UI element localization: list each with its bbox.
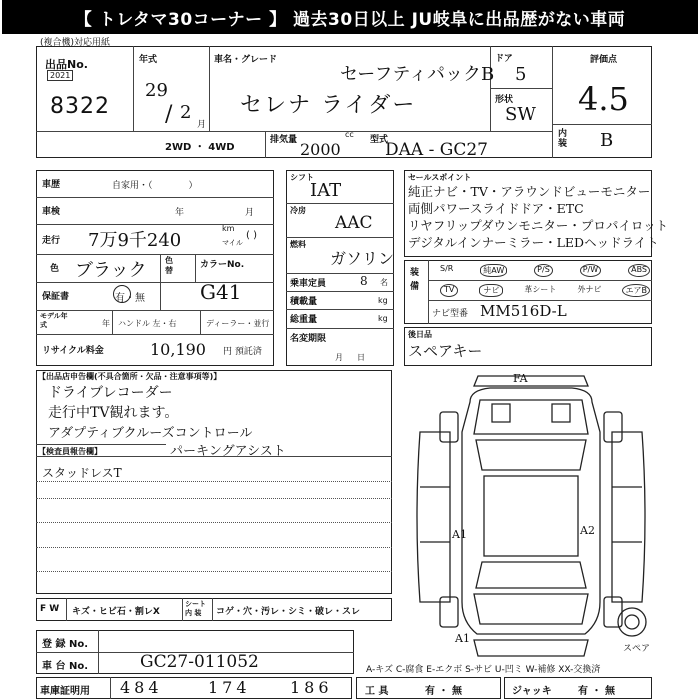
garage-cert-value-2: 174 xyxy=(208,678,251,697)
model-value: DAA - GC27 xyxy=(385,140,488,160)
sales-line-4: デジタルインナーミラー・LEDヘッドライト xyxy=(408,235,659,250)
fuel-label: 燃料 xyxy=(290,240,306,249)
recycle-unit: 円 預託済 xyxy=(223,347,262,357)
page-banner: 【 トレタマ30コーナー 】 過去30日以上 JU岐阜に出品歴がない車両 xyxy=(2,0,698,34)
mileage-label: 走行 xyxy=(42,236,61,246)
lot-year: 2021 xyxy=(47,70,73,81)
model-label: 型式 xyxy=(370,135,389,145)
mileage-unit-mile: マイル xyxy=(222,239,243,247)
warranty-label: 保証書 xyxy=(42,292,70,302)
drive-type: 2WD ・ 4WD xyxy=(165,142,235,153)
inspection-year-unit: 年 xyxy=(175,208,185,218)
note-line-3: アダプティブクルーズコントロール xyxy=(48,426,253,441)
inspector-label: 【検査員報告欄】 xyxy=(38,447,102,456)
year-slash: / xyxy=(165,102,173,127)
history-options: 自家用・（ ） xyxy=(112,181,198,191)
interior-value: B xyxy=(600,130,614,151)
sales-line-2: 両側パワースライドドア・ETC xyxy=(408,201,584,216)
year-label: 年式 xyxy=(139,55,158,65)
aftermarket-value: スペアキー xyxy=(408,342,483,360)
inspection-label: 車検 xyxy=(42,207,61,217)
load-unit: kg xyxy=(378,296,388,305)
fuel-value: ガソリン xyxy=(330,249,395,268)
registration-label: 登 録 No. xyxy=(42,639,89,650)
jack-options: 有 ・ 無 xyxy=(578,686,615,697)
tools-options: 有 ・ 無 xyxy=(425,686,462,697)
equip-alloy-wheels: 純AW xyxy=(480,264,507,277)
car-damage-diagram xyxy=(400,372,662,672)
capacity-unit: 名 xyxy=(380,278,388,287)
reg-change-label: 名変期限 xyxy=(290,334,327,344)
mileage-paren: ( ) xyxy=(246,230,257,241)
navi-model-label: ナビ型番 xyxy=(432,309,469,319)
lot-number: 8322 xyxy=(50,94,110,119)
history-label: 車歴 xyxy=(42,180,61,190)
fw-label: F W xyxy=(40,604,60,614)
equip-external-navi: 外ナビ xyxy=(577,285,602,294)
model-year-unit: 年 xyxy=(102,319,110,328)
displacement-unit: cc xyxy=(345,130,354,139)
recycle-label: リサイクル料金 xyxy=(42,346,104,356)
equipment-row-2 xyxy=(440,284,650,297)
note-line-1: ドライブレコーダー xyxy=(48,385,173,401)
inspector-note: スタッドレスT xyxy=(42,466,122,480)
ac-label: 冷房 xyxy=(290,206,306,215)
equip-tv: TV xyxy=(440,284,458,297)
diagram-mark-bottom: A1 xyxy=(455,632,470,645)
notes-label: 【出品店申告欄(不具合箇所・欠品・注意事項等)】 xyxy=(38,372,222,381)
equipment-row-1 xyxy=(440,264,650,277)
jack-label: ジャッキ xyxy=(512,686,552,697)
diagram-mark-right: A2 xyxy=(580,524,595,537)
tools-label: 工 具 xyxy=(365,686,389,697)
score-value: 4.5 xyxy=(578,80,629,118)
garage-cert-value-3: 186 xyxy=(290,678,333,697)
equipment-label: 装備 xyxy=(410,268,420,292)
displacement-label: 排気量 xyxy=(270,135,298,145)
dealer-options: ディーラー・並行 xyxy=(206,319,270,328)
form-type-note: (複合機)対応用紙 xyxy=(40,38,111,48)
color-code-value: G41 xyxy=(200,280,242,304)
equip-leather-seats: 革シート xyxy=(524,285,557,294)
equip-airbag: エアB xyxy=(622,284,650,297)
car-name-value: セレナ ライダー xyxy=(240,93,417,118)
model-year-label: モデル年式 xyxy=(40,312,68,329)
diagram-mark-top: FA xyxy=(513,372,528,385)
doors-value: 5 xyxy=(515,64,527,85)
equip-sunroof: S/R xyxy=(440,264,454,273)
month-value: 2 xyxy=(180,102,192,123)
color-code-label: カラーNo. xyxy=(200,260,245,270)
fw-description: キズ・ヒビ石・割レX xyxy=(72,607,160,617)
sales-points-label: セールスポイント xyxy=(408,173,472,182)
equip-navi: ナビ xyxy=(479,284,503,297)
ac-value: AAC xyxy=(335,213,373,233)
capacity-label: 乗車定員 xyxy=(290,279,327,289)
equip-power-windows: P/W xyxy=(580,264,601,277)
seat-label: シート内 装 xyxy=(185,600,206,617)
load-label: 積載量 xyxy=(290,297,318,307)
sales-line-3: リヤフリップダウンモニター・プロパイロット xyxy=(408,218,669,233)
month-unit: 月 xyxy=(197,120,207,130)
score-label: 評価点 xyxy=(590,55,618,65)
mileage-value: 7万9千240 xyxy=(88,230,182,251)
seat-description: コゲ・穴・汚レ・シミ・破レ・スレ xyxy=(216,607,361,617)
sales-line-1: 純正ナビ・TV・アラウンドビューモニター xyxy=(408,184,651,199)
note-line-2: 走行中TV観れます。 xyxy=(48,405,179,421)
inspection-month-unit: 月 xyxy=(245,208,255,218)
reg-change-unit: 月日 xyxy=(335,353,379,362)
weight-unit: kg xyxy=(378,314,388,323)
grade-value: セーフティパックB xyxy=(340,64,495,85)
shift-value: IAT xyxy=(310,180,342,201)
garage-cert-label: 車庫証明用 xyxy=(40,686,90,697)
color-value: ブラック xyxy=(75,260,147,281)
lot-label: 出品No. xyxy=(45,58,88,71)
color-label: 色 xyxy=(50,264,60,274)
mileage-unit-km: km xyxy=(222,224,235,233)
garage-cert-value-1: 484 xyxy=(120,678,163,697)
displacement-value: 2000 xyxy=(300,140,341,159)
equip-power-steering: P/S xyxy=(534,264,553,277)
doors-label: ドア xyxy=(495,54,513,64)
note-line-4: パーキングアシスト xyxy=(170,444,286,459)
name-label: 車名・グレード xyxy=(214,55,278,65)
shift-label: シフト xyxy=(290,173,314,182)
body-shape-value: SW xyxy=(505,104,536,125)
chassis-value: GC27-011052 xyxy=(140,652,259,672)
equip-abs: ABS xyxy=(628,264,650,277)
color-change-label: 色替 xyxy=(165,256,173,275)
warranty-circled xyxy=(113,285,131,303)
spare-tire-label: スペア xyxy=(623,644,651,654)
era-year-value: 29 xyxy=(145,80,168,101)
recycle-value: 10,190 xyxy=(150,340,206,359)
body-shape-label: 形状 xyxy=(495,95,514,105)
weight-label: 総重量 xyxy=(290,315,318,325)
warranty-options: 有・無 xyxy=(115,293,145,304)
diagram-mark-left: A1 xyxy=(452,528,467,541)
damage-legend: A-キズ C-腐食 E-エクボ S-サビ U-凹ミ W-補修 XX-交換済 xyxy=(366,665,601,675)
handle-options: ハンドル 左・右 xyxy=(118,319,177,328)
interior-label: 内装 xyxy=(558,129,568,149)
navi-model-value: MM516D-L xyxy=(480,302,567,320)
aftermarket-label: 後日品 xyxy=(408,330,432,339)
chassis-label: 車 台 No. xyxy=(42,661,89,672)
capacity-value: 8 xyxy=(360,274,368,288)
